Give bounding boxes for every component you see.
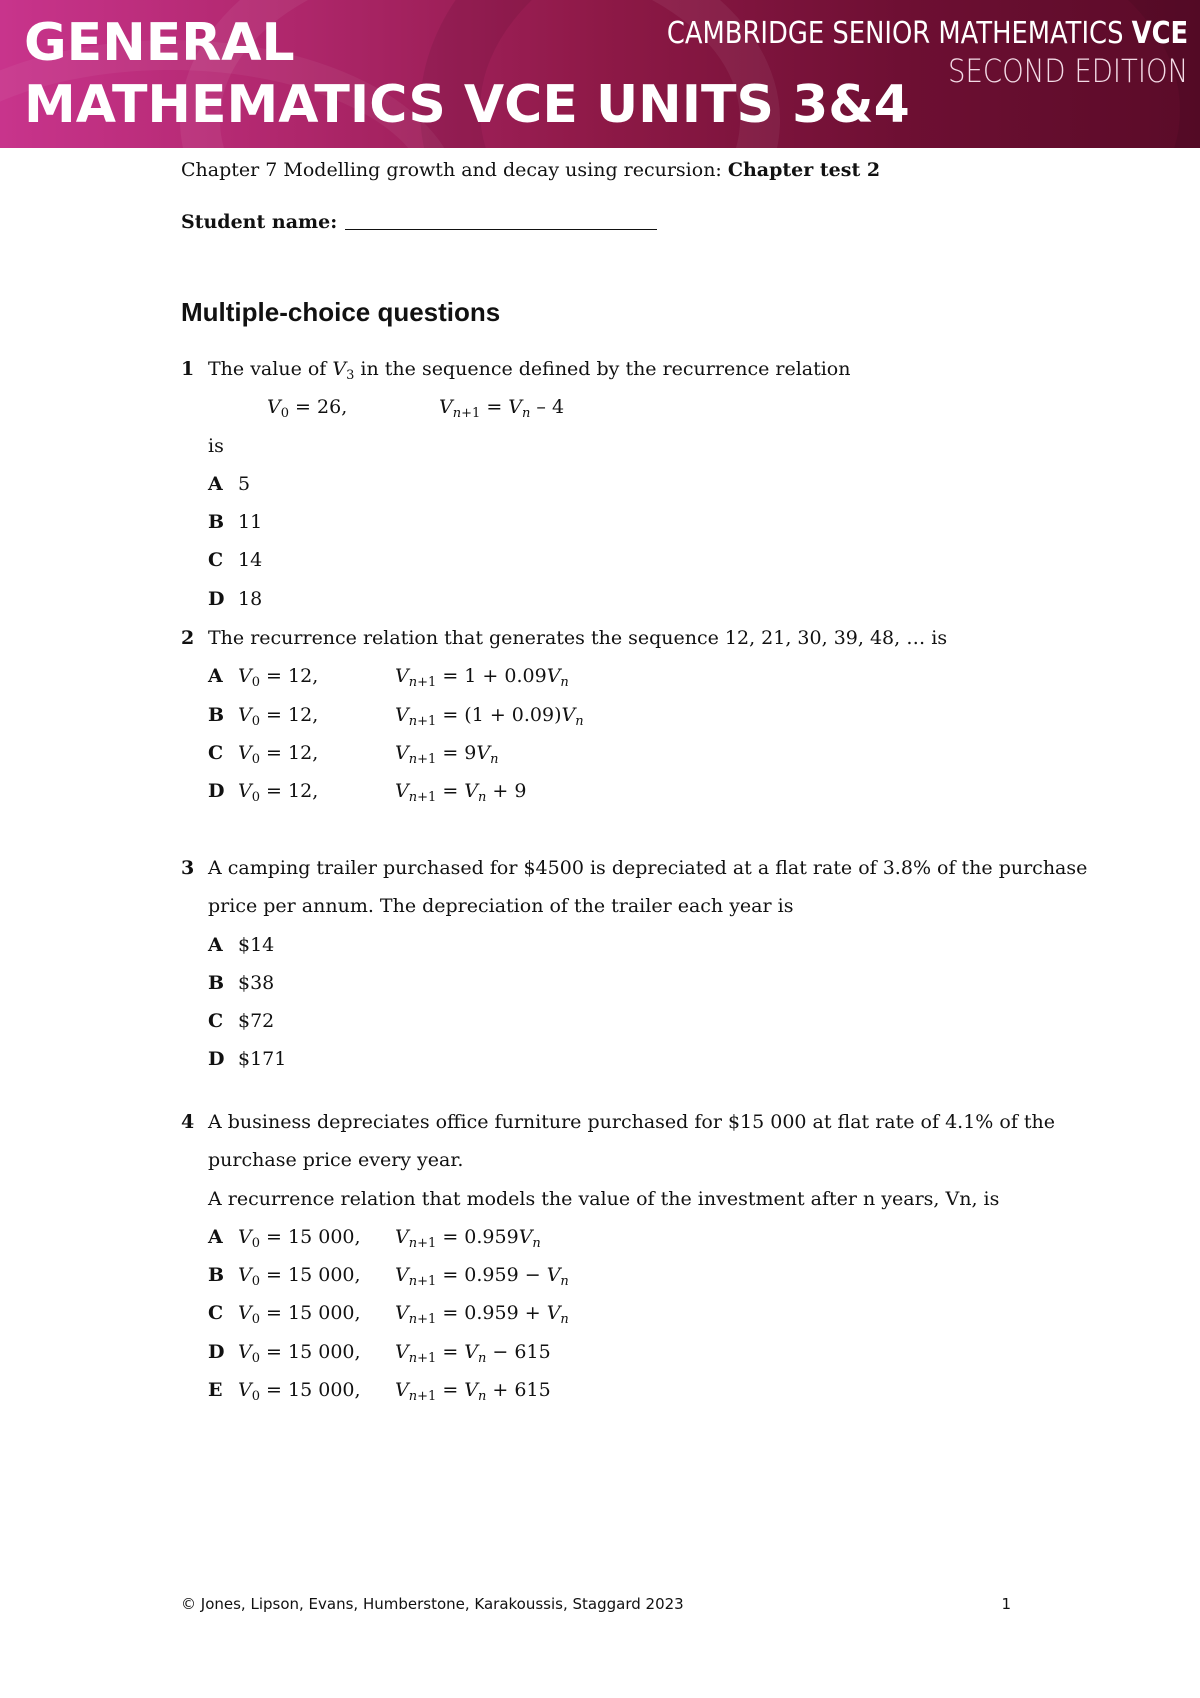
question-text: purchase price every year. <box>208 1149 464 1172</box>
question-1 <box>181 350 1021 618</box>
student-name-line[interactable] <box>345 209 657 230</box>
book-title-line2: MATHEMATICS VCE UNITS 3&4 <box>24 75 910 135</box>
test-name: Chapter test 2 <box>727 159 881 181</box>
option-a[interactable]: A 5 <box>208 472 251 495</box>
question-number: 4 <box>181 1111 195 1133</box>
header-banner <box>0 0 1200 148</box>
question-text: The recurrence relation that generates the sequence 12, 21, 30, 39, 48, … is <box>208 627 948 649</box>
option-b[interactable]: B $V_0 = 15$ 000, $V_{n+1} = 0.959 - V_n$ <box>208 1264 569 1290</box>
question-text: price per annum. The depreciation of the trailer each year is <box>208 895 794 918</box>
option-d[interactable]: D $171 <box>208 1048 287 1071</box>
question-2 <box>181 619 1021 810</box>
series-title <box>582 16 1188 90</box>
copyright-text: © Jones, Lipson, Evans, Humberstone, Karakoussis, Staggard 2023 <box>181 1595 684 1613</box>
option-d[interactable]: D $V_0 = 12$, $V_{n+1} = V_n + 9$ <box>208 780 527 806</box>
option-c[interactable]: C $V_0 = 12$, $V_{n+1} = 9V_n$ <box>208 741 499 767</box>
question-3 <box>181 849 1088 1079</box>
option-a[interactable]: A $14 <box>208 933 275 956</box>
book-title-line1: GENERAL <box>24 13 295 73</box>
option-b[interactable]: B 11 <box>208 511 263 534</box>
question-number: 3 <box>181 857 195 879</box>
chapter-heading <box>181 150 880 190</box>
option-c[interactable]: C 14 <box>208 549 263 572</box>
question-4 <box>181 1103 1056 1409</box>
student-name-label: Student name: <box>181 211 338 233</box>
student-name-field <box>181 202 657 242</box>
chapter-text: Chapter 7 Modelling growth and decay using recursion: <box>181 159 728 181</box>
page-footer <box>181 1590 1011 1618</box>
question-text: A business depreciates office furniture purchased for $15 000 at flat rate of 4.1% of the <box>208 1111 1056 1133</box>
initial-value: $V_0 = 26$, <box>267 396 348 422</box>
question-text: The value of $V_3$ in the sequence defined by the recurrence relation <box>208 358 851 383</box>
option-c[interactable]: C $72 <box>208 1010 275 1033</box>
option-e[interactable]: E $V_0 = 15$ 000, $V_{n+1} = V_n + 615$ <box>208 1379 551 1405</box>
question-text: A recurrence relation that models the value of the investment after n years, Vn, is <box>208 1187 1000 1210</box>
edition-label: SECOND EDITION <box>947 52 1188 90</box>
question-text: A camping trailer purchased for $4500 is depreciated at a flat rate of 3.8% of the purchase <box>208 857 1088 879</box>
question-trailing-text: is <box>208 434 224 457</box>
option-a[interactable]: A $V_0 = 12$, $V_{n+1} = 1 + 0.09V_n$ <box>208 665 569 691</box>
section-title: Multiple-choice questions <box>181 297 501 327</box>
recurrence-rule: $V_{n+1} = V_n - 4$ <box>439 396 565 422</box>
question-number: 1 <box>181 358 195 380</box>
option-b[interactable]: B $V_0 = 12$, $V_{n+1} = (1 + 0.09)V_n$ <box>208 703 584 729</box>
question-number: 2 <box>181 627 195 649</box>
option-d[interactable]: D $V_0 = 15$ 000, $V_{n+1} = V_n - 615$ <box>208 1340 551 1366</box>
series-name: CAMBRIDGE SENIOR MATHEMATICS <box>666 16 1132 51</box>
option-b[interactable]: B $38 <box>208 971 275 994</box>
series-name-bold: VCE <box>1131 16 1188 51</box>
option-c[interactable]: C $V_0 = 15$ 000, $V_{n+1} = 0.959 + V_n$ <box>208 1302 569 1328</box>
option-a[interactable]: A $V_0 = 15$ 000, $V_{n+1} = 0.959V_n$ <box>208 1225 541 1251</box>
option-d[interactable]: D 18 <box>208 587 263 610</box>
page-number: 1 <box>1001 1595 1011 1613</box>
